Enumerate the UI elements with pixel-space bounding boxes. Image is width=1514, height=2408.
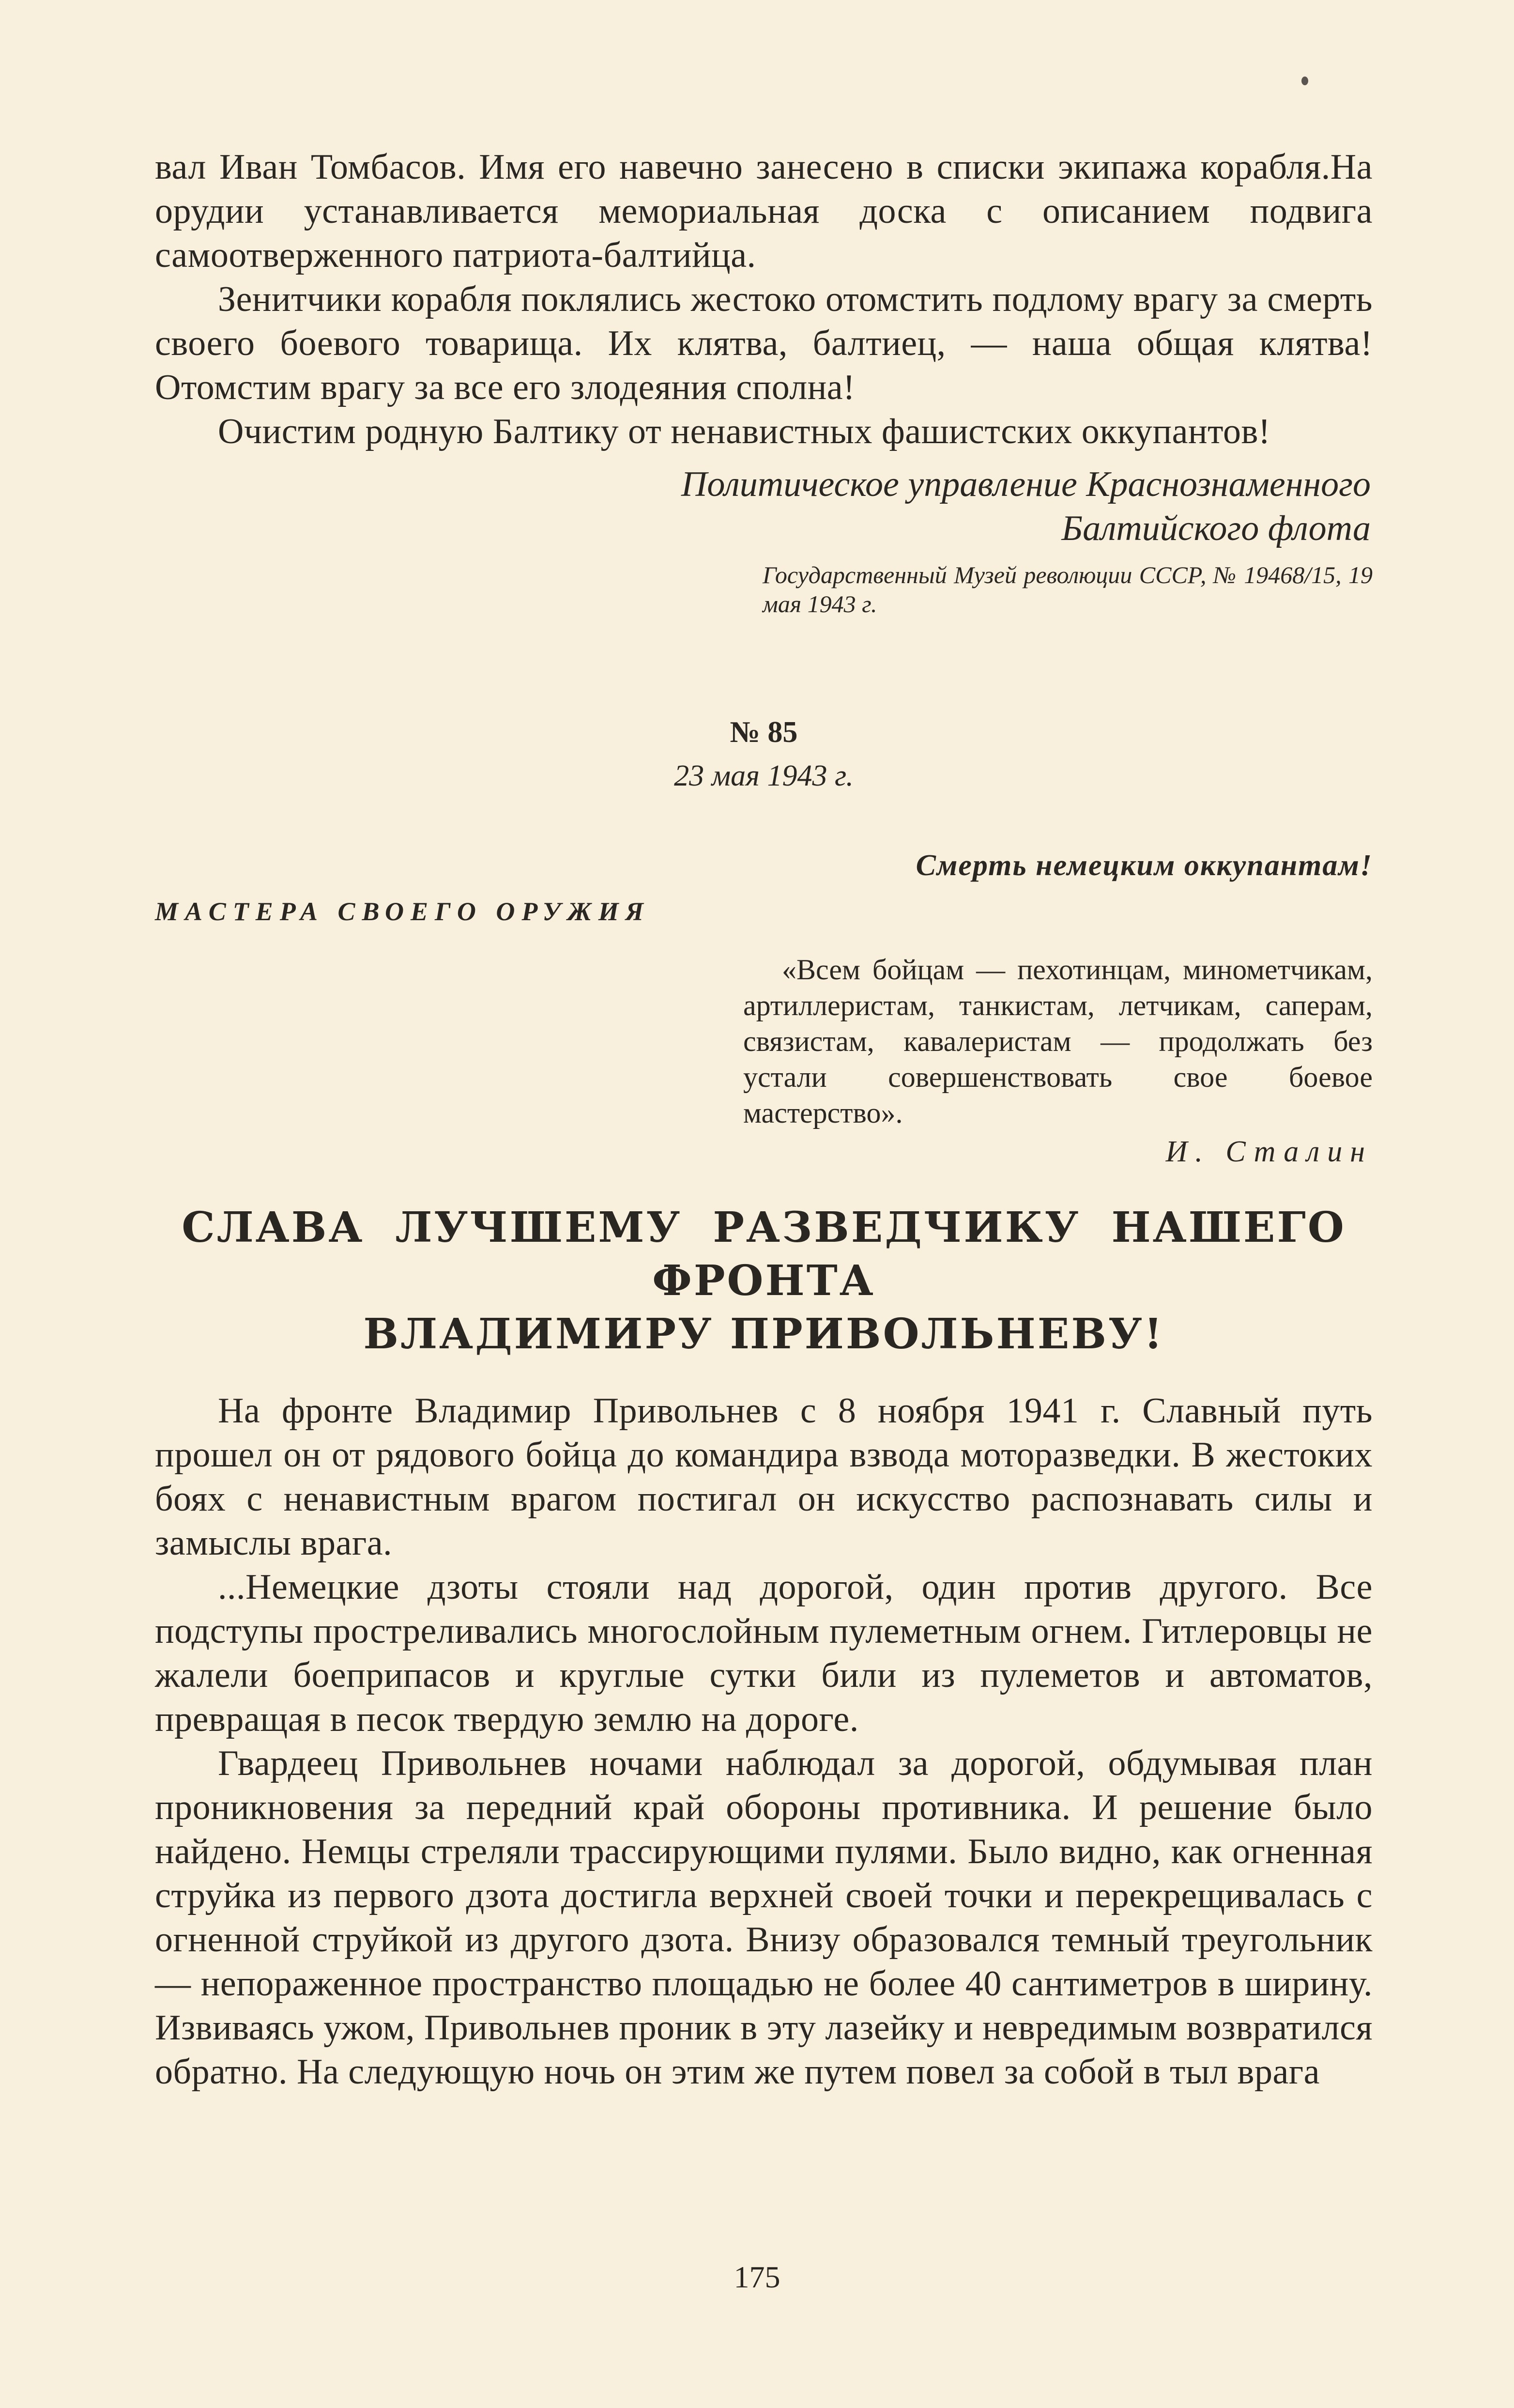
- previous-document-ending: [155, 145, 1373, 618]
- article-headline: [155, 1201, 1373, 1361]
- document-date: 23 мая 1943 г.: [674, 759, 854, 792]
- slogan: Смерть немецким оккупантам!: [916, 849, 1373, 882]
- epigraph: [743, 952, 1373, 1170]
- paragraph: Очистим родную Балтику от ненавистных фашистских оккупантов!: [218, 412, 1271, 451]
- epigraph-author: И. Сталин: [1165, 1135, 1373, 1168]
- page-body: [155, 145, 1373, 2094]
- paragraph: ...Немецкие дзоты стояли над дорогой, один против другого. Все подступы простреливались многослойным пулеметным огнем. Гитлеровцы не жалели боеприпасов и круглые сутки били из пулеметов и автоматов, превращая в песок твердую землю на дороге.: [155, 1567, 1373, 1739]
- headline-line: СЛАВА ЛУЧШЕМУ РАЗВЕДЧИКУ НАШЕГО ФРОНТА: [182, 1203, 1346, 1305]
- paragraph: Гвардеец Привольнев ночами наблюдал за дорогой, обдумывая план проникновения за передний край обороны противника. И решение было найдено. Немцы стреляли трассирующими пулями. Было видно, как огненная струйка из первого дзота достигла верхней своей точки и перекрещивалась с огненной струйкой из другого дзота. Внизу образовался темный треугольник — непораженное пространство площадью не более 40 сантиметров в ширину. Извиваясь ужом, Привольнев проник в эту лазейку и невредимым возвратился обратно. На следующую ночь он этим же путем повел за собой в тыл врага: [155, 1743, 1373, 2092]
- page-number: 175: [734, 2260, 780, 2294]
- signature-block: [155, 463, 1373, 618]
- archival-source: Государственный Музей революции СССР, № 19468/15, 19 мая 1943 г.: [763, 561, 1373, 617]
- document-85: [155, 713, 1373, 2094]
- rubric-heading: МАСТЕРА СВОЕГО ОРУЖИЯ: [155, 897, 650, 926]
- signature-line: Балтийского флота: [1061, 509, 1371, 548]
- paragraph: вал Иван Томбасов. Имя его навечно занесено в списки экипажа корабля.На орудии устанавливается мемориальная доска с описанием подвига самоотверженного патриота-балтийца.: [155, 147, 1373, 275]
- headline-line: ВЛАДИМИРУ ПРИВОЛЬНЕВУ!: [363, 1310, 1164, 1358]
- signature-line: Политическое управление Краснознаменного: [681, 464, 1371, 504]
- document-number: № 85: [730, 716, 798, 749]
- article-body: [155, 1389, 1373, 2094]
- paragraph: Зенитчики корабля поклялись жестоко отомстить подлому врагу за смерть своего боевого товарища. Их клятва, балтиец, — наша общая клятва! Отомстим врагу за все его злодеяния сполна!: [155, 279, 1373, 407]
- ink-speck: [1301, 77, 1308, 85]
- epigraph-quote: «Всем бойцам — пехотинцам, минометчикам, артиллеристам, танкистам, летчикам, саперам, связистам, кавалеристам — продолжать без устали совершенствовать свое боевое мастерство».: [743, 954, 1373, 1129]
- paragraph: На фронте Владимир Привольнев с 8 ноября 1941 г. Славный путь прошел он от рядового бойца до командира взвода моторазведки. В жестоких боях с ненавистным врагом постигал он искусство распознавать силы и замыслы врага.: [155, 1390, 1373, 1563]
